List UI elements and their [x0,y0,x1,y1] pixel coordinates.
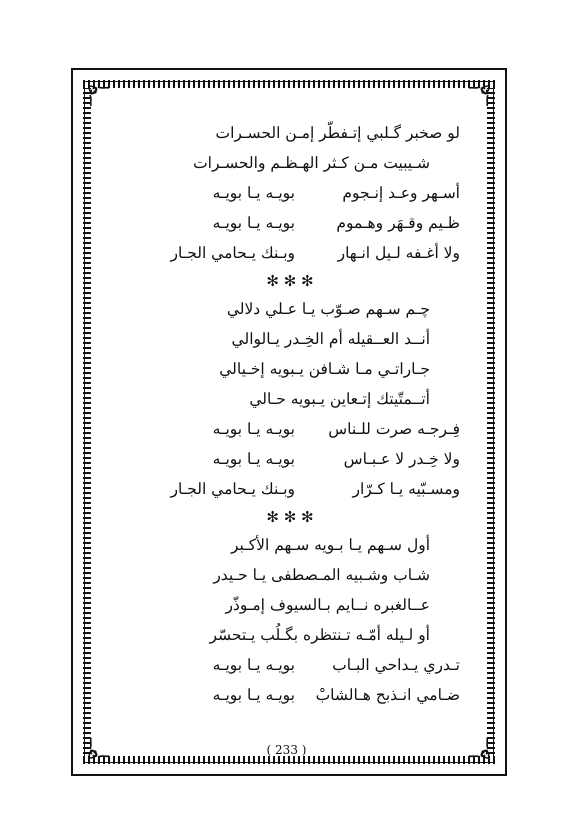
refrain-second-half: بويـه يـا بويـه [212,656,295,674]
stanza-separator: ✻ ✻ ✻ [266,508,314,526]
verse-line: أتــمتّيتك إتـعاين يـبويه حـالي [249,390,430,408]
refrain-line [120,474,460,504]
corner-ornament-icon [466,83,492,109]
refrain-line [120,208,460,238]
verse-line: شـاب وشـبيه المـصطفى يـا حـيدر [213,566,430,584]
refrain-line [120,444,460,474]
refrain-second-half: وبـنك يـحامي الجـار [170,244,295,262]
verse-line: لو صخبر گـلبي إتـفطّر إمـن الحسـرات [215,124,460,142]
refrain-first-half: ومسـبّيه يـا كـرّار [352,480,460,498]
refrain-first-half: ولا أغـفه لـيل انـهار [337,244,460,262]
refrain-line [120,238,460,268]
poem-body [120,118,460,710]
verse-line: أو لـيله أمّـه تـنتظره بگـلُب يـتحسّر [209,626,430,644]
refrain-first-half: تـدري يـداحي البـاب [332,656,460,674]
refrain-first-half: أسـهر وعـد إنـجوم [342,184,460,202]
refrain-line [120,680,460,710]
refrain-second-half: بويـه يـا بويـه [212,450,295,468]
refrain-line [120,178,460,208]
verse-line: أول سـهم يـا بـويه سـهم الأكـبر [230,536,430,554]
refrain-second-half: بويـه يـا بويـه [212,214,295,232]
refrain-second-half: بويـه يـا بويـه [212,184,295,202]
refrain-first-half: ظـيم وقـهَر وهـموم [336,214,460,232]
verse-line: جـاراتـي مـا شـافن يـبويه إخـيالي [219,360,430,378]
refrain-second-half: بويـه يـا بويـه [212,420,295,438]
refrain-second-half: وبـنك يـحامي الجـار [170,480,295,498]
refrain-first-half: ضـامي انـذبح هـالشابْ [315,686,460,704]
refrain-line [120,650,460,680]
page-number: ( 233 ) [266,743,307,757]
stanza-separator: ✻ ✻ ✻ [266,272,314,290]
verse-line: أنــد العــقيله أم الخِـدر يـالوالي [231,330,430,348]
refrain-second-half: بويـه يـا بويـه [212,686,295,704]
verse-line: چـم سـهم صـوّب يـا عـلي دلالي [226,300,430,318]
verse-line: شـيبيت مـن كـثر الهـظـم والحسـرات [193,154,430,172]
corner-ornament-icon [86,83,112,109]
refrain-first-half: ولا خِـدر لا عـبـاس [343,450,460,468]
verse-line: عــالغبره نــايم بـالسيوف إمـوذّر [225,596,430,614]
refrain-line [120,414,460,444]
refrain-first-half: فِـرجـه صرت للـناس [328,420,460,438]
